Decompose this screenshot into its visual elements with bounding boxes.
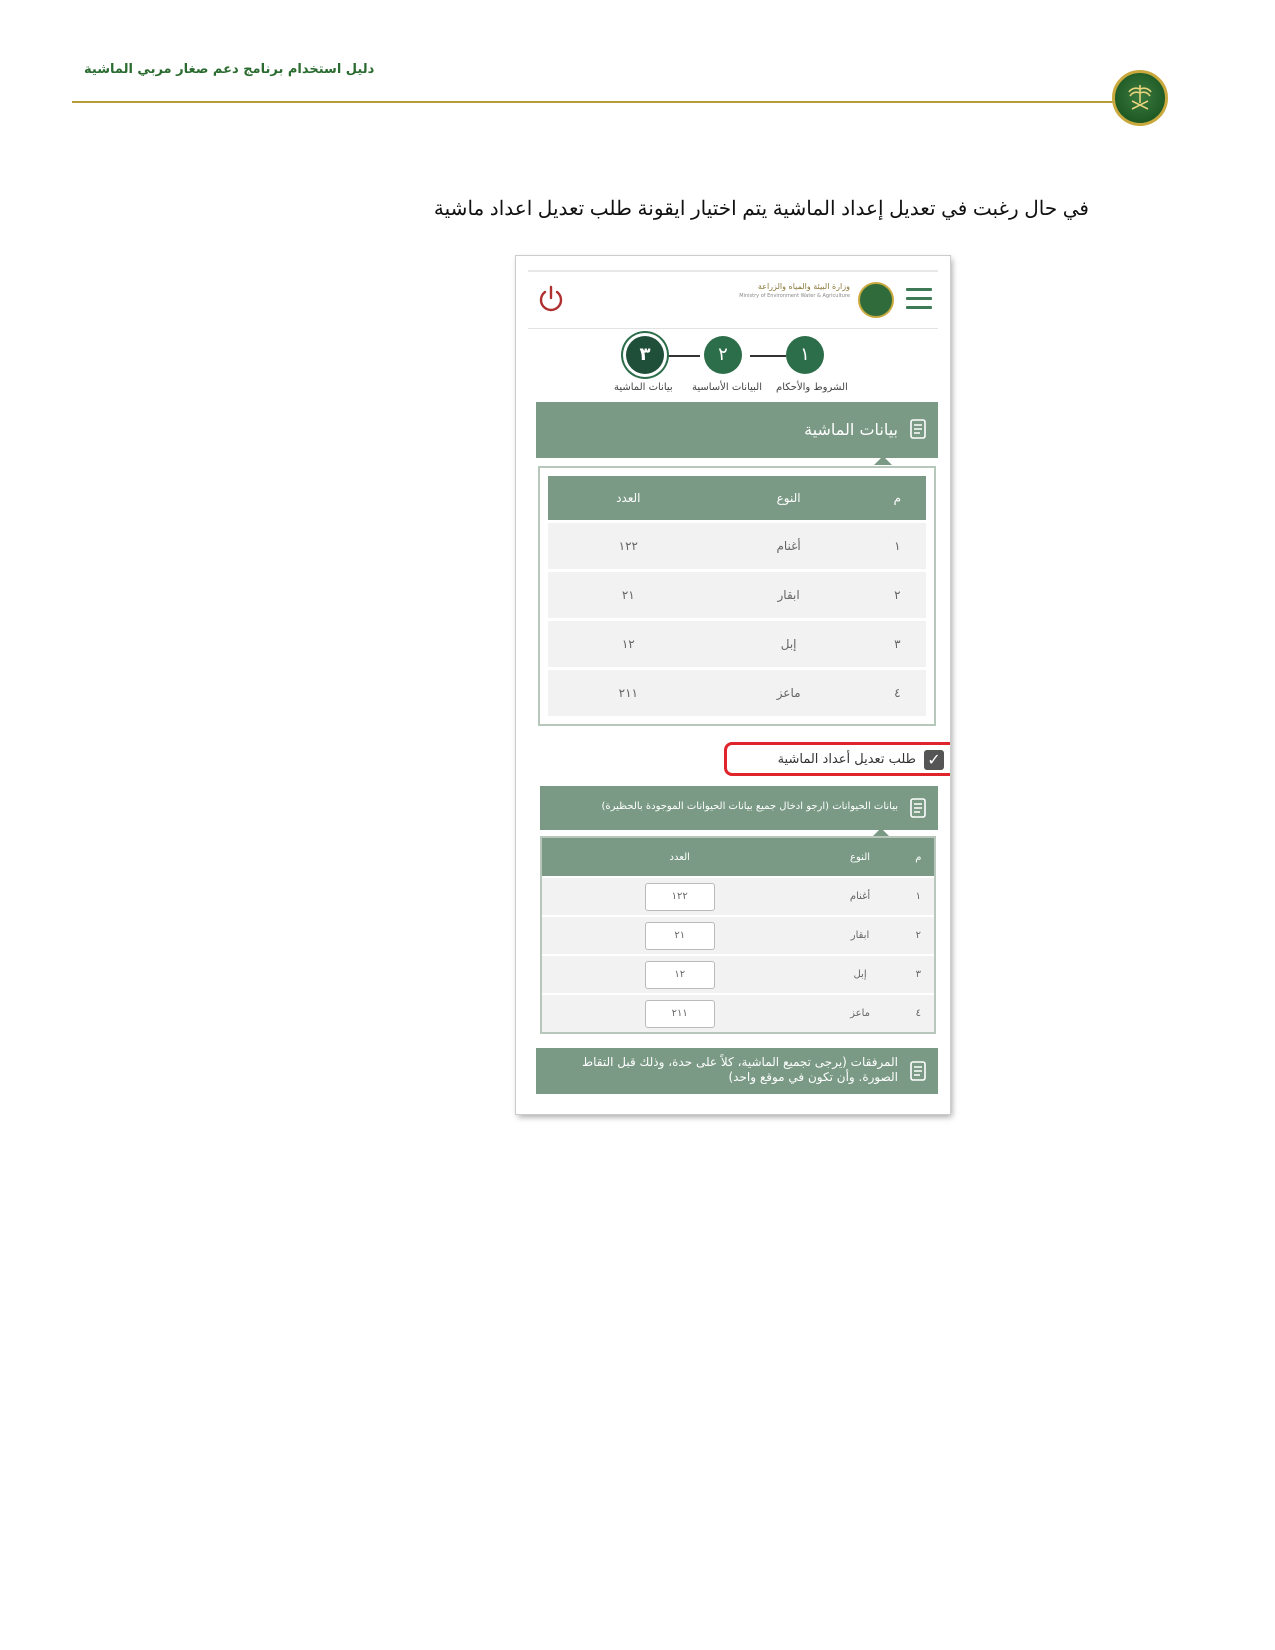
table-row (548, 620, 926, 669)
document-icon (908, 797, 928, 819)
table-row (542, 877, 934, 916)
column-header-count: العدد (548, 476, 709, 522)
cell-count: ٢١١ (548, 669, 709, 717)
stepper (516, 336, 950, 396)
ministry-name (739, 282, 850, 299)
ministry-name-ar: وزارة البيئة والمياه والزراعة (757, 282, 850, 291)
cell-type: ماعز (817, 994, 902, 1032)
table-row (548, 571, 926, 620)
document-header-title: دليل استخدام برنامج دعم صغار مربي الماشية (84, 62, 375, 77)
cell-count (542, 916, 817, 955)
animals-section-title: بيانات الحيوانات (ارجو ادخال جميع بيانات الحيوانات الموجودة بالحظيرة) (601, 801, 898, 812)
count-input[interactable]: ٢١ (645, 922, 715, 950)
step-3[interactable]: ٣ (626, 336, 664, 374)
column-header-index: م (869, 476, 926, 522)
animals-section-header (540, 786, 938, 830)
step-1[interactable]: ١ (786, 336, 824, 374)
ministry-name-en: Ministry of Environment Water & Agriculture (739, 293, 850, 299)
cell-count: ١٢٢ (548, 522, 709, 571)
cell-index: ٢ (869, 571, 926, 620)
ministry-emblem-icon (1112, 70, 1168, 126)
step-line (750, 355, 786, 357)
count-input[interactable]: ١٢ (645, 961, 715, 989)
table-row (542, 916, 934, 955)
cell-type: إبل (709, 620, 869, 669)
section-notch (874, 456, 892, 465)
step-1-label: الشروط والأحكام (776, 382, 848, 393)
cell-type: ابقار (817, 916, 902, 955)
modify-livestock-label: طلب تعديل أعداد الماشية (777, 752, 916, 767)
livestock-section-header (536, 402, 938, 458)
step-line (664, 355, 700, 357)
table-row (542, 955, 934, 994)
attachments-header (536, 1048, 938, 1094)
cell-type: إبل (817, 955, 902, 994)
modify-livestock-checkbox-row[interactable] (724, 742, 950, 776)
cell-index: ١ (903, 877, 934, 916)
table-row (548, 669, 926, 717)
column-header-index: م (903, 838, 934, 877)
animals-table (540, 836, 936, 1034)
cell-count (542, 955, 817, 994)
cell-index: ٤ (869, 669, 926, 717)
ministry-logo-icon (858, 282, 894, 318)
document-icon (908, 418, 928, 440)
instruction-text: في حال رغبت في تعديل إعداد الماشية يتم اختيار ايقونة طلب تعديل اعداد ماشية (433, 198, 1089, 220)
cell-index: ٢ (903, 916, 934, 955)
cell-count (542, 877, 817, 916)
step-2[interactable]: ٢ (704, 336, 742, 374)
cell-count: ٢١ (548, 571, 709, 620)
modify-livestock-checkbox[interactable]: ✓ (924, 750, 944, 770)
table-row (542, 994, 934, 1032)
cell-type: أغنام (709, 522, 869, 571)
header-divider (72, 101, 1120, 103)
cell-type: أغنام (817, 877, 902, 916)
cell-count: ١٢ (548, 620, 709, 669)
cell-index: ٣ (903, 955, 934, 994)
app-screenshot (516, 256, 950, 1114)
app-bar (528, 270, 938, 329)
step-3-label: بيانات الماشية (614, 382, 673, 393)
count-input[interactable]: ١٢٢ (645, 883, 715, 911)
cell-index: ٣ (869, 620, 926, 669)
power-icon[interactable] (536, 284, 566, 314)
document-icon (908, 1060, 928, 1082)
livestock-section-title: بيانات الماشية (804, 420, 898, 439)
column-header-type: النوع (709, 476, 869, 522)
column-header-type: النوع (817, 838, 902, 877)
count-input[interactable]: ٢١١ (645, 1000, 715, 1028)
livestock-table (538, 466, 936, 726)
cell-type: ماعز (709, 669, 869, 717)
attachments-text: المرفقات (يرجى تجميع الماشية، كلاً على حدة، وذلك قبل التقاط الصورة. وأن تكون في موقع واحد) (582, 1055, 898, 1084)
column-header-count: العدد (542, 838, 817, 877)
cell-type: ابقار (709, 571, 869, 620)
cell-count (542, 994, 817, 1032)
cell-index: ٤ (903, 994, 934, 1032)
cell-index: ١ (869, 522, 926, 571)
table-row (548, 522, 926, 571)
step-2-label: البيانات الأساسية (692, 382, 762, 393)
menu-icon[interactable] (906, 288, 932, 310)
